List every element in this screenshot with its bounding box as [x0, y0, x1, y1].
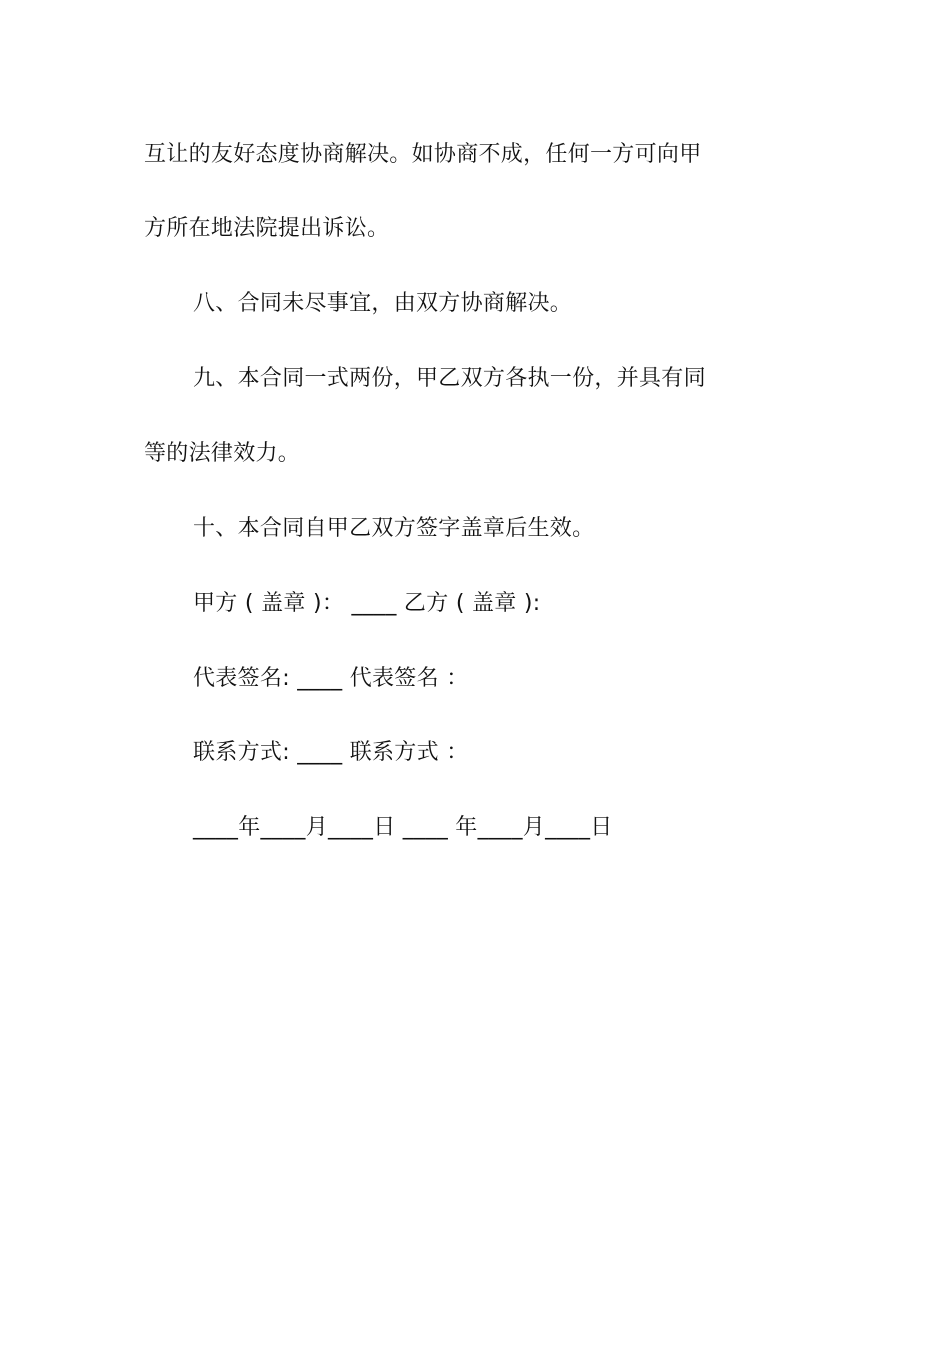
clause-nine-continuation: 等的法律效力。	[144, 441, 301, 466]
representative-signature-line: 代表签名: ____ 代表签名 ：	[193, 666, 469, 691]
clause-nine: 九、本合同一式两份，甲乙双方各执一份，并具有同	[193, 366, 706, 391]
paragraph-continuation-line: 方所在地法院提出诉讼。	[144, 216, 390, 241]
signature-seal-line: 甲方 ( 盖章 )： ____ 乙方 ( 盖章 ):	[193, 591, 541, 616]
paragraph-continuation-line: 互让的友好态度协商解决。如协商不成，任何一方可向甲	[144, 142, 702, 167]
contact-line: 联系方式: ____ 联系方式 ：	[193, 740, 469, 765]
clause-eight: 八、合同未尽事宜，由双方协商解决。	[193, 291, 573, 316]
date-line: ____年____月____日 ____ 年____月____日	[193, 815, 613, 840]
clause-ten: 十、本合同自甲乙双方签字盖章后生效。	[193, 516, 595, 541]
